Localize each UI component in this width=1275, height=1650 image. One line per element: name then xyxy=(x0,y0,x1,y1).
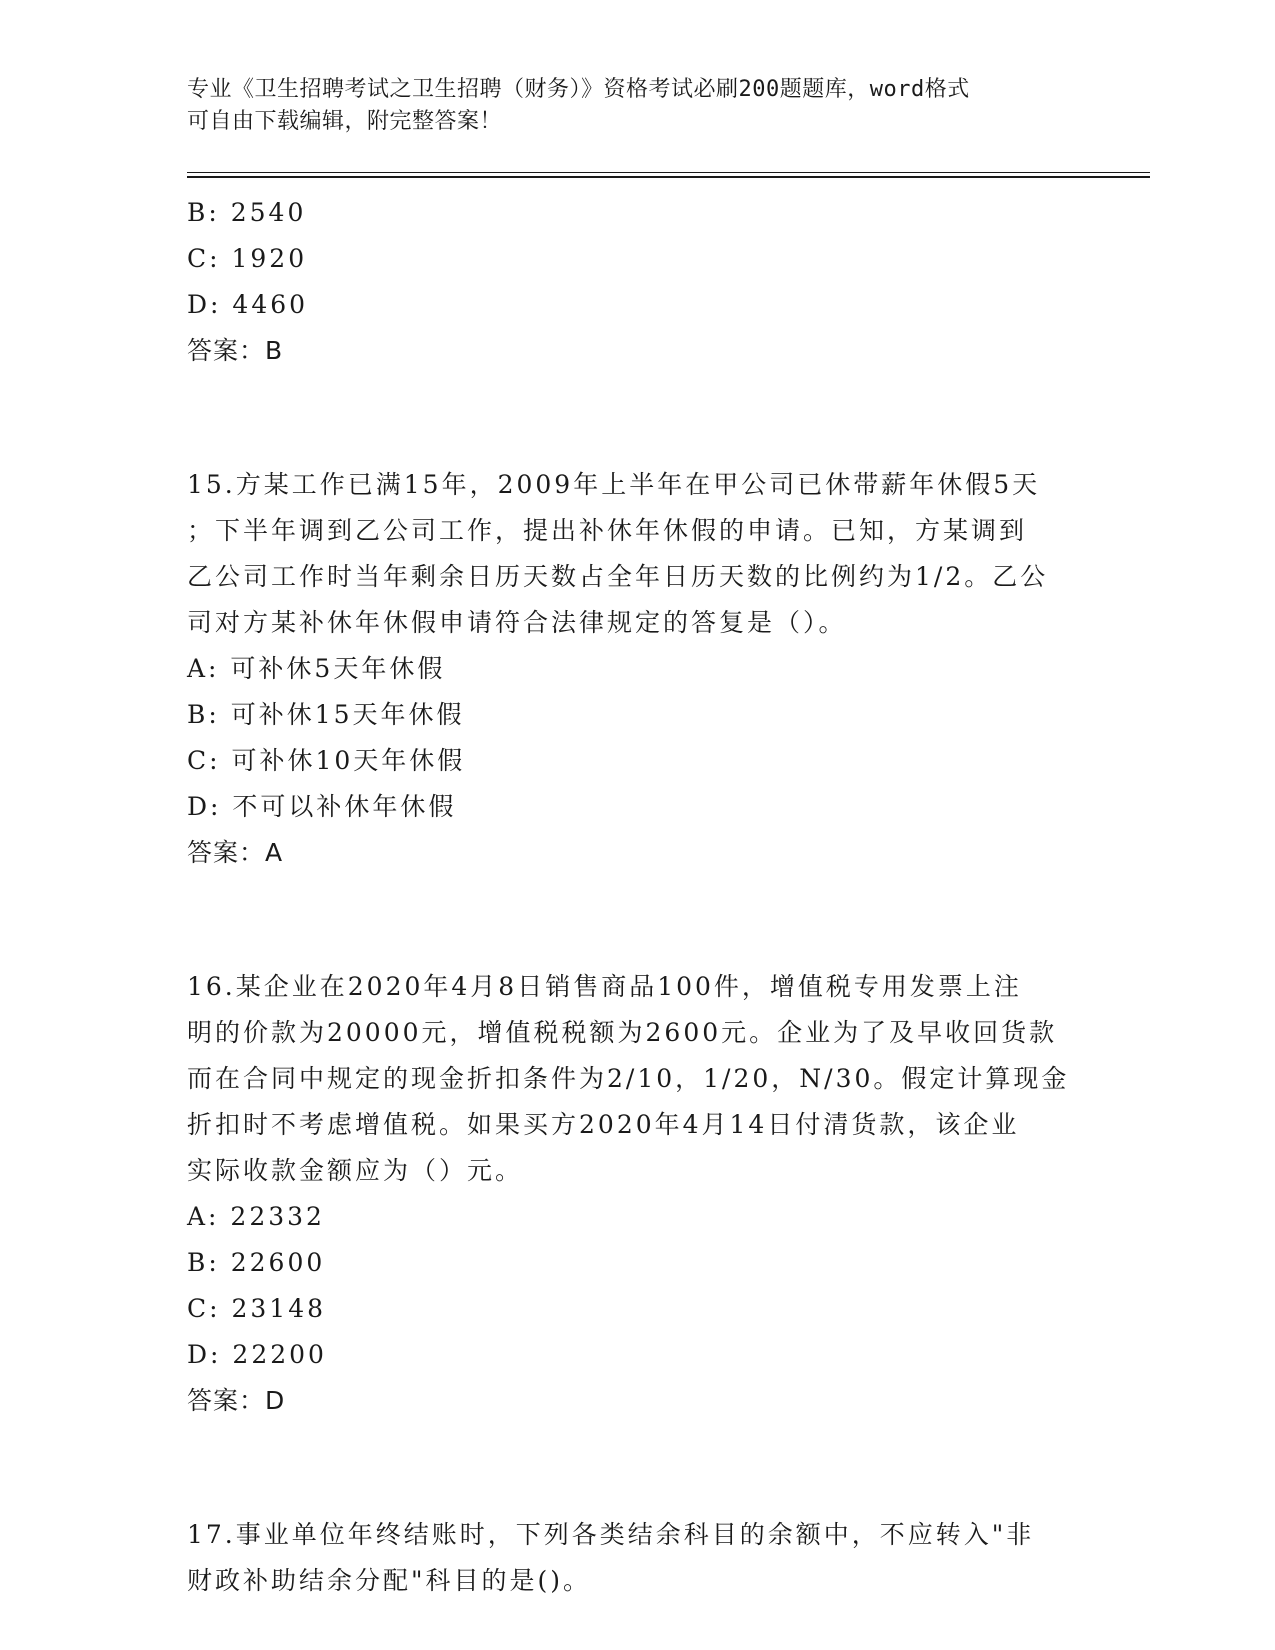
question-15 xyxy=(187,462,1087,876)
question-stem-line: 乙公司工作时当年剩余日历天数占全年日历天数的比例约为1/2。乙公 xyxy=(187,562,1049,591)
question-stem-line: ；下半年调到乙公司工作，提出补休年休假的申请。已知，方某调到 xyxy=(187,516,1028,545)
answer-line: 答案：A xyxy=(187,838,284,867)
header-divider-thick xyxy=(187,176,1150,178)
option-c: C: 1920 xyxy=(187,244,308,273)
header-line-1: 专业《卫生招聘考试之卫生招聘（财务）》资格考试必刷200题题库，word格式 xyxy=(187,77,970,102)
header-line-2: 可自由下载编辑，附完整答案！ xyxy=(187,109,503,134)
question-16 xyxy=(187,964,1087,1424)
option-a: A: 可补休5天年休假 xyxy=(187,654,446,683)
answer-line: 答案：B xyxy=(187,336,284,365)
question-stem-line: 17.事业单位年终结账时，下列各类结余科目的余额中，不应转入"非 xyxy=(187,1520,1035,1549)
option-c: C: 23148 xyxy=(187,1294,327,1323)
question-stem-line: 司对方某补休年休假申请符合法律规定的答复是（）。 xyxy=(187,608,847,637)
option-d: D: 22200 xyxy=(187,1340,327,1369)
question-stem-line: 实际收款金额应为（）元。 xyxy=(187,1156,524,1185)
header-divider-thin xyxy=(187,172,1150,173)
option-c: C: 可补休10天年休假 xyxy=(187,746,466,775)
document-header xyxy=(187,74,1067,138)
question-stem-line: 15.方某工作已满15年，2009年上半年在甲公司已休带薪年休假5天 xyxy=(187,470,1041,499)
option-b: B: 22600 xyxy=(187,1248,326,1277)
question-stem-line: 财政补助结余分配"科目的是()。 xyxy=(187,1566,592,1595)
option-d: D: 4460 xyxy=(187,290,309,319)
option-d: D: 不可以补休年休假 xyxy=(187,792,457,821)
question-14 xyxy=(187,190,1087,374)
option-a: A: 22332 xyxy=(187,1202,325,1231)
question-stem-line: 16.某企业在2020年4月8日销售商品100件，增值税专用发票上注 xyxy=(187,972,1022,1001)
question-stem-line: 折扣时不考虑增值税。如果买方2020年4月14日付清货款，该企业 xyxy=(187,1110,1020,1139)
option-b: B: 可补休15天年休假 xyxy=(187,700,465,729)
question-stem-line: 明的价款为20000元，增值税税额为2600元。企业为了及早收回货款 xyxy=(187,1018,1058,1047)
question-17 xyxy=(187,1512,1087,1604)
question-stem-line: 而在合同中规定的现金折扣条件为2/10，1/20，N/30。假定计算现金 xyxy=(187,1064,1070,1093)
question-content xyxy=(187,190,1087,1604)
answer-line: 答案：D xyxy=(187,1386,286,1415)
option-b: B: 2540 xyxy=(187,198,307,227)
